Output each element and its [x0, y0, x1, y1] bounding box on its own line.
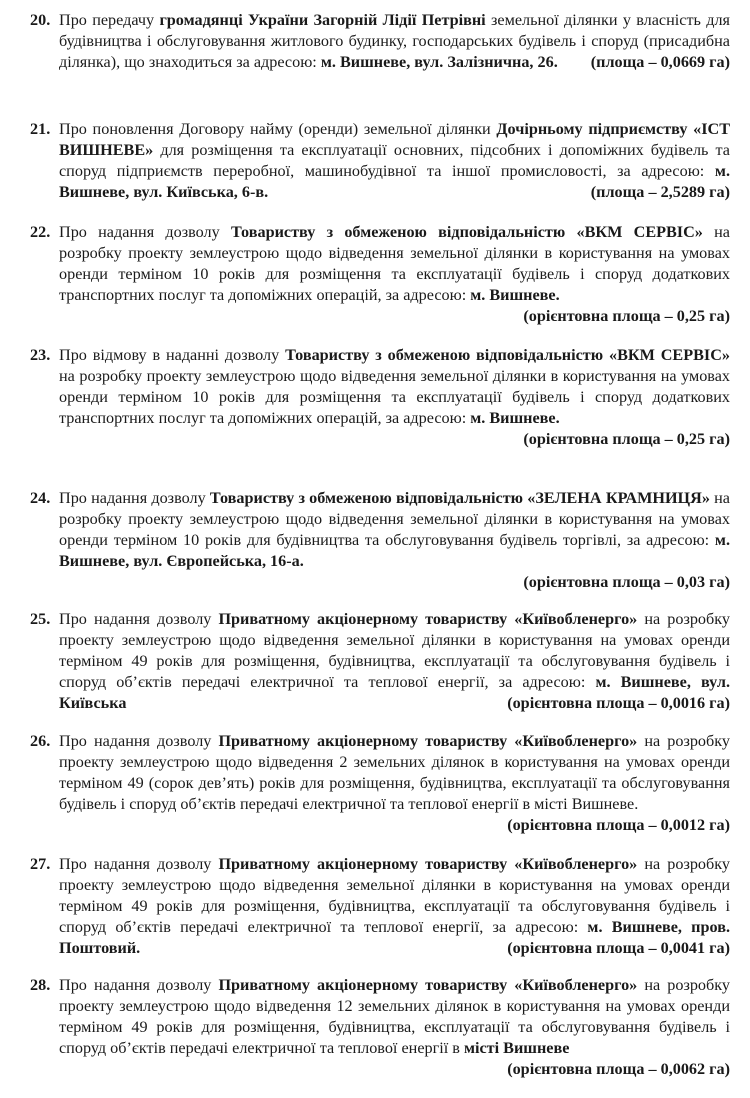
item-text: на розробку проекту землеустрою щодо відведення земельної ділянки в користування на умовах оренди терміном 49 років для розміщення, будівництва, експлуатації та обслуговування будівель і споруд об’єктів передачі електричної та теплової енергії, за адресою:	[59, 855, 730, 936]
item-area: (площа – 2,5289 га)	[590, 183, 730, 201]
item-area: (орієнтовна площа – 0,03 га)	[523, 573, 730, 591]
item-recipient: Товариству з обмеженою відповідальністю «ВКМ СЕРВІС»	[230, 223, 703, 241]
item-address: м. Вишневе, вул. Залізнична, 26.	[320, 53, 558, 71]
item-number: 25.	[30, 610, 51, 628]
item-text: Про надання дозволу	[59, 610, 219, 628]
item-number: 28.	[30, 976, 51, 994]
item-text: Про надання дозволу	[59, 223, 231, 241]
item-number: 22.	[30, 223, 51, 241]
item-text: на розробку проекту землеустрою щодо відведення земельної ділянки в користування на умовах оренди терміном 10 років для розміщення та експлуатації будівель і споруд додаткових транспортних послуг та допоміжних операцій, за адресою:	[59, 223, 730, 304]
item-address: м. Вишневе.	[470, 286, 560, 304]
item-recipient: Товариству з обмеженою відповідальністю «ЗЕЛЕНА КРАМНИЦЯ»	[209, 489, 710, 507]
item-text: Про передачу	[59, 11, 160, 29]
item-text: земельної ділянки у власність для будівництва і обслуговування житлового будинку, господарських будівель і споруд (присадибна ділянка), що знаходиться за адресою:	[59, 11, 731, 71]
item-text: на розробку проекту землеустрою щодо відведення земельної ділянки в користування на умовах оренди терміном 10 років для будівництва та обслуговування будівель торгівлі, за адресою:	[59, 489, 730, 549]
item-text: на розробку проекту землеустрою щодо відведення 2 земельних ділянок в користування на умовах оренди терміном 49 (сорок дев’ять) років для розміщення, будівництва, експлуатації та обслуговування будівель і споруд об’єктів передачі електричної та теплової енергії в місті Вишневе.	[59, 732, 730, 813]
item-area: (орієнтовна площа – 0,25 га)	[523, 430, 730, 448]
item-address: м. Вишневе, вул. Європейська, 16-а.	[59, 531, 730, 570]
item-recipient: Приватному акціонерному товариству «Київобленерго»	[218, 976, 638, 994]
item-text: на розробку проекту землеустрою щодо відведення 12 земельних ділянок в користування на умовах оренди терміном 49 років для розміщення, будівництва, експлуатації та обслуговування будівель і споруд об’єктів передачі електричної та теплової енергії в	[59, 976, 730, 1057]
item-recipient: Дочірньому підприємству «ІСТ ВИШНЕВЕ»	[59, 120, 730, 159]
item-text: Про надання дозволу	[59, 976, 219, 994]
item-area: (орієнтовна площа – 0,0062 га)	[507, 1060, 730, 1078]
item-area: (орієнтовна площа – 0,0016 га)	[507, 694, 730, 712]
agenda-item-21	[30, 119, 730, 203]
item-address: м. Вишневе, пров. Поштовий.	[59, 918, 730, 957]
item-address: м. Вишневе, вул. Київська	[59, 673, 730, 712]
item-recipient: Приватному акціонерному товариству «Київобленерго»	[218, 610, 638, 628]
item-text: Про надання дозволу	[59, 732, 219, 750]
agenda-item-28	[30, 975, 730, 1080]
agenda-item-24	[30, 488, 730, 593]
item-text: на розробку проекту землеустрою щодо відведення земельної ділянки в користування на умовах оренди терміном 10 років для розміщення та експлуатації будівель і споруд додаткових транспортних послуг та допоміжних операцій, за адресою:	[59, 367, 730, 427]
item-number: 21.	[30, 120, 51, 138]
agenda-item-20	[30, 10, 730, 73]
item-text: на розробку проекту землеустрою щодо відведення земельної ділянки в користування на умовах оренди терміном 49 років для розміщення, будівництва, експлуатації та обслуговування будівель і споруд об’єктів передачі електричної та теплової енергії, за адресою:	[59, 610, 730, 691]
item-text: Про поновлення Договору найму (оренди) земельної ділянки	[59, 120, 497, 138]
agenda-item-22	[30, 222, 730, 327]
item-text: для розміщення та експлуатації основних, підсобних і допоміжних будівель та споруд підприємств переробної, машинобудівної та іншої промисловості, за адресою:	[59, 141, 730, 180]
item-number: 26.	[30, 732, 51, 750]
item-text: Про відмову в наданні дозволу	[59, 346, 286, 364]
item-number: 27.	[30, 855, 51, 873]
agenda-item-26	[30, 731, 730, 836]
item-area: (орієнтовна площа – 0,0012 га)	[507, 816, 730, 834]
item-text: Про надання дозволу	[59, 489, 210, 507]
agenda-item-25	[30, 609, 730, 714]
agenda-item-27	[30, 854, 730, 959]
item-address: місті Вишневе	[463, 1039, 570, 1057]
item-recipient: громадянці України Загорній Лідії Петрівні	[159, 11, 486, 29]
item-text: Про надання дозволу	[59, 855, 219, 873]
item-area: (площа – 0,0669 га)	[590, 53, 730, 71]
item-recipient: Товариству з обмеженою відповідальністю «ВКМ СЕРВІС»	[285, 346, 730, 364]
item-number: 24.	[30, 489, 51, 507]
item-number: 23.	[30, 346, 51, 364]
item-recipient: Приватному акціонерному товариству «Київобленерго»	[218, 732, 638, 750]
item-area: (орієнтовна площа – 0,0041 га)	[507, 939, 730, 957]
item-area: (орієнтовна площа – 0,25 га)	[523, 307, 730, 325]
item-number: 20.	[30, 11, 51, 29]
agenda-item-23	[30, 345, 730, 450]
item-recipient: Приватному акціонерному товариству «Київобленерго»	[218, 855, 638, 873]
item-address: м. Вишневе.	[470, 409, 560, 427]
item-address: м. Вишневе, вул. Київська, 6-в.	[59, 162, 730, 201]
